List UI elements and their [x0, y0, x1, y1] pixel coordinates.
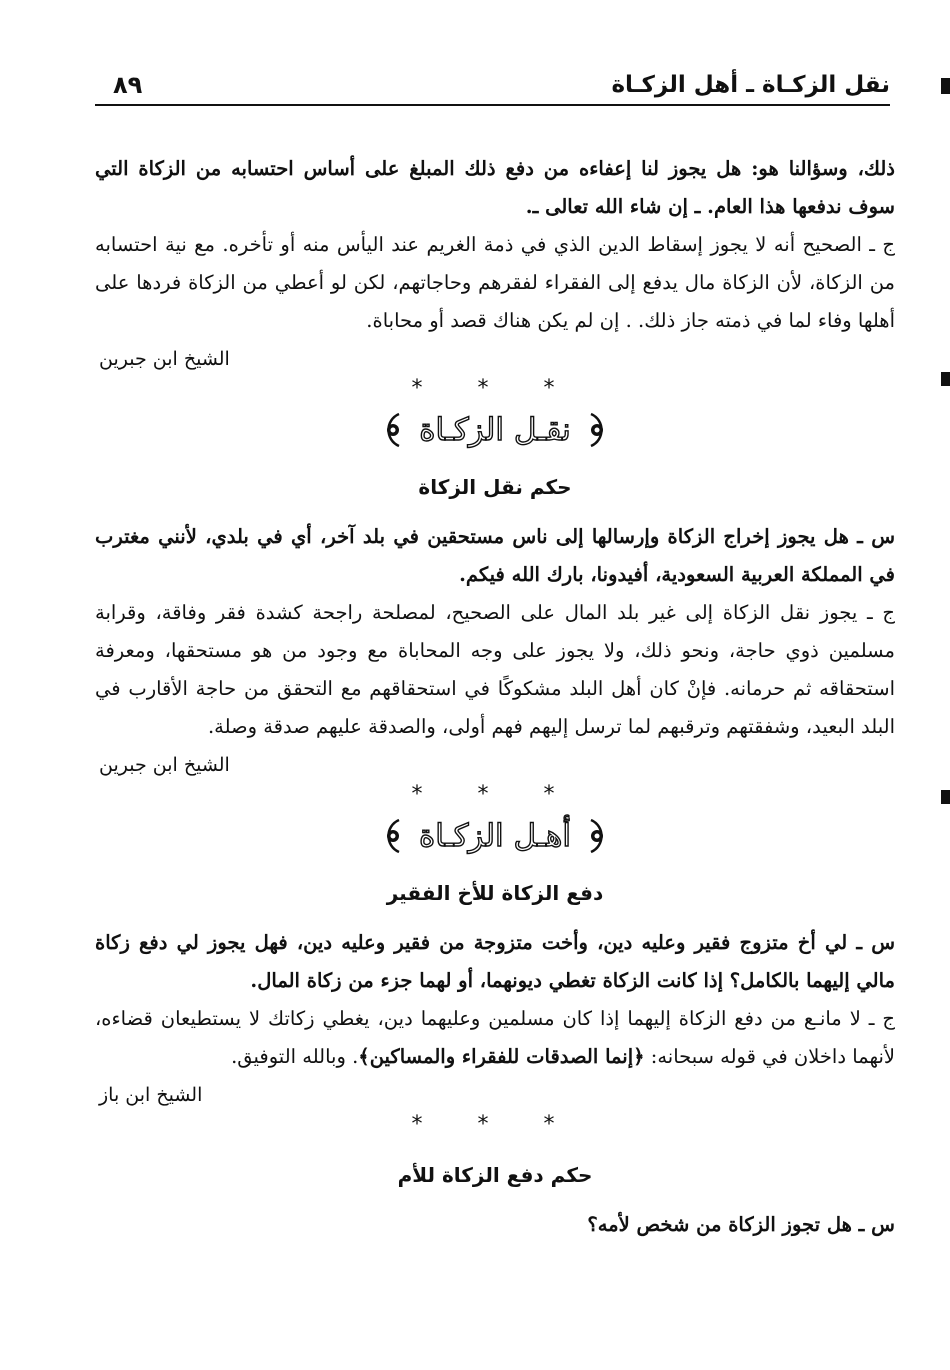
page-body — [95, 150, 895, 1244]
running-title: نقل الزكـاة ـ أهل الزكـاة — [611, 72, 890, 98]
chapter-title: نقـل الزكـاة — [419, 412, 571, 448]
signature: الشيخ ابن جبرين — [99, 348, 230, 370]
section-heading: حكم نقل الزكاة — [418, 475, 572, 499]
section-heading: حكم دفع الزكاة للأم — [397, 1163, 593, 1187]
signature: الشيخ ابن جبرين — [99, 754, 230, 776]
answer-text: ج ـ يجوز نقل الزكاة إلى غير بلد المال على الصحيح، لمصلحة راجحة كشدة فقر وفاقة، وقرابة مسلمين ذوي حاجة، ونحو ذلك، ولا يجوز على وجه المحاباة مع وجود من هو مستحقها، ومعرفة استحقاقه ثم حرمانه. فإنْ كان أهل البلد مشكوكًا في استحقاقهم مع التحقق من حاجة الأقارب في البلد البعيد، وشفقتهم وترقبهم لما ترسل إليهم فهم أولى، والصدقة عليهم صدقة وصلة. — [95, 601, 895, 738]
page-header — [95, 66, 890, 106]
scan-edge-mark — [941, 78, 950, 94]
chapter-title-block — [95, 410, 895, 450]
chapter-title-block — [95, 816, 895, 856]
ornament-icon — [585, 816, 611, 856]
question-text: س ـ هل يجوز إخراج الزكاة وإرسالها إلى ناس مستحقين في بلد آخر، أي في بلدي، لأنني مغترب في المملكة العربية السعودية، أفيدونا، بارك الله فيكم. — [95, 525, 895, 586]
signature: الشيخ ابن باز — [99, 1084, 203, 1106]
answer-text: ج ـ الصحيح أنه لا يجوز إسقاط الدين الذي في ذمة الغريم عند اليأس منه أو تأخره. مع نية احتسابه من الزكاة، لأن الزكاة مال يدفع إلى الفقراء لفقرهم وحاجاتهم، لكن لو أعطي من الزكاة فردها على أهلها وفاء لما في ذمته جاز ذلك. . إن لم يكن هناك قصد أو محاباة. — [95, 233, 895, 332]
scan-edge-mark — [941, 790, 950, 804]
question-text: س ـ هل تجوز الزكاة من شخص لأمه؟ — [587, 1213, 895, 1236]
answer-text — [95, 1000, 895, 1076]
ornament-icon — [379, 816, 405, 856]
quran-quote: ﴿إنما الصدقات للفقراء والمساكين﴾ — [358, 1045, 645, 1068]
section-separator: * * * — [411, 376, 579, 401]
question-text: ذلك، وسؤالنا هو: هل يجوز لنا إعفاءه من دفع ذلك المبلغ على أساس احتسابه من الزكاة التي سوف ندفعها هذا العام. ـ إن شاء الله تعالى ـ. — [95, 157, 895, 218]
ornament-icon — [585, 410, 611, 450]
section-separator: * * * — [411, 782, 579, 807]
section-heading: دفع الزكاة للأخ الفقير — [386, 881, 604, 905]
ornament-icon — [379, 410, 405, 450]
answer-text-start: ج ـ لا مانـع من دفع الزكاة إليهما إذا كان مسلمين وعليهما دين، يغطي زكاتك لا يستطيعان قضاءه، لأنهما داخلان في قوله سبحانه: — [95, 1007, 895, 1068]
answer-text-end: . وبالله التوفيق. — [231, 1045, 359, 1068]
page-number: ٨٩ — [113, 71, 143, 99]
question-text: س ـ لي أخ متزوج فقير وعليه دين، وأخت متزوجة من فقير وعليه دين، فهل يجوز لي دفع زكاة مالي إليهما بالكامل؟ إذا كانت الزكاة تغطي ديونهما، أو لهما جزء من زكاة المال. — [95, 931, 895, 992]
chapter-title: أهـل الزكـاة — [418, 818, 572, 854]
scan-edge-mark — [941, 372, 950, 386]
section-separator: * * * — [411, 1112, 579, 1137]
